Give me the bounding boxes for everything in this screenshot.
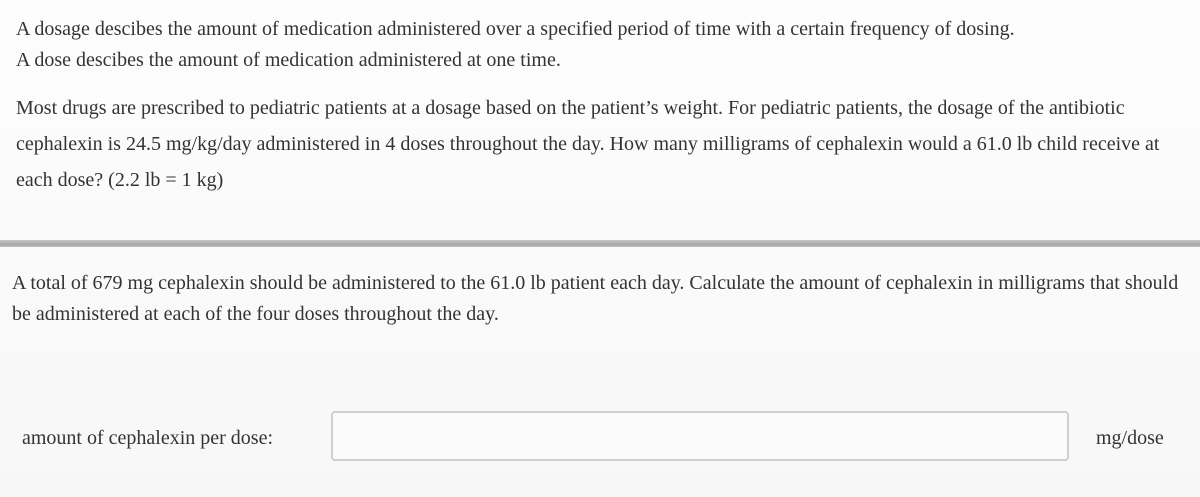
step-instruction: A total of 679 mg cephalexin should be administered to the 61.0 lb patient each day. Calculate the amount of cephalexin in milligrams that should be administered at each of the four doses throughout the day. <box>12 272 1179 325</box>
dose-answer-input[interactable] <box>331 411 1069 461</box>
unit-label: mg/dose <box>1096 427 1164 449</box>
answer-label: amount of cephalexin per dose: <box>22 427 274 449</box>
section-divider <box>0 240 1200 247</box>
problem-statement: Most drugs are prescribed to pediatric patients at a dosage based on the patient’s weight. For pediatric patients, the dosage of the antibiotic cephalexin is 24.5 mg/kg/day administered in 4 doses throughout the day. How many milligrams of cephalexin would a 61.0 lb child receive at each dose? (2.2 lb = 1 kg) <box>16 97 1160 191</box>
answer-row <box>0 405 1200 467</box>
definitions-paragraph <box>16 14 1186 76</box>
dose-definition: A dose descibes the amount of medication administered at one time. <box>16 49 561 71</box>
dosage-definition: A dosage descibes the amount of medication administered over a specified period of time with a certain frequency of dosing. <box>16 18 1015 40</box>
